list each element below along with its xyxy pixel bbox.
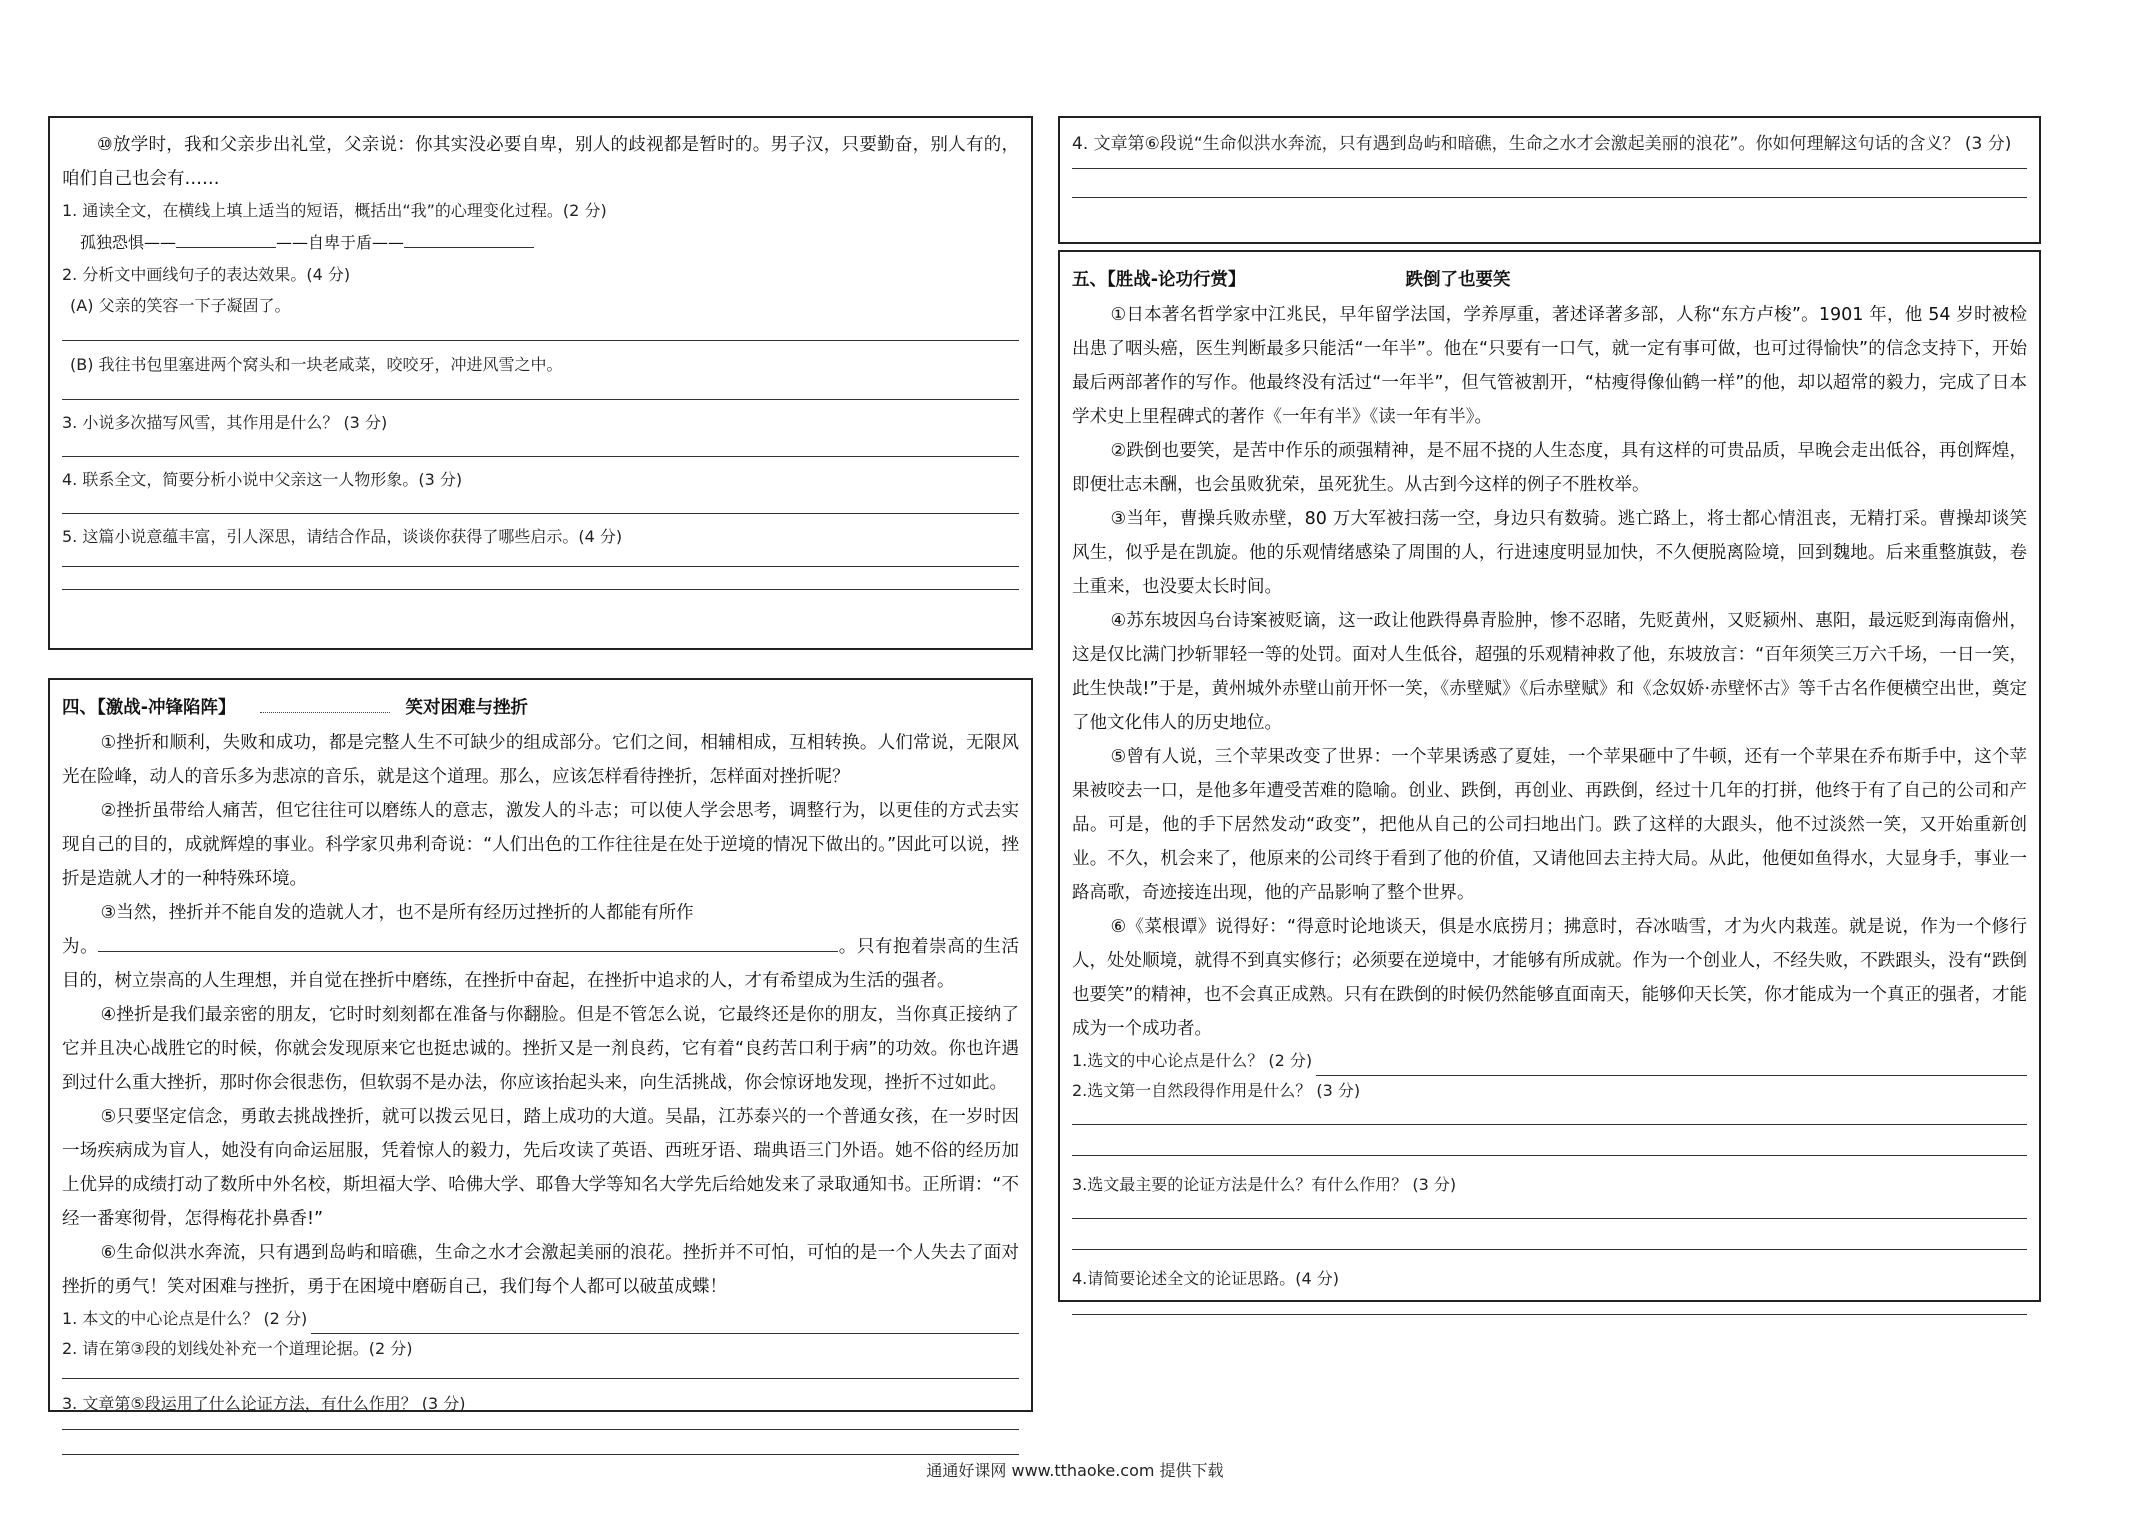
paragraph-5: ⑤曾有人说，三个苹果改变了世界：一个苹果诱惑了夏娃，一个苹果砸中了牛顿，还有一个苹果在乔布斯手中，这个苹果被咬去一口，是他多年遭受苦难的隐喻。创业、跌倒，再创业、再跌倒，经过十几年的打拼，他终于有了自己的公司和产品。可是，他的手下居然发动“政变”，把他从自己的公司扫地出门。跌了这样的大跟头，他不过淡然一笑，又开始重新创业。不久，机会来了，他原来的公司终于看到了他的价值，又请他回去主持大局。从此，他便如鱼得水，大显身手，事业一路高歌，奇迹接连出现，他的产品影响了整个世界。	[1072, 747, 2027, 903]
question-box-argument-1-q4	[1058, 116, 2041, 244]
paragraph-2: ②挫折虽带给人痛苦，但它往往可以磨练人的意志，激发人的斗志；可以使人学会思考，调整行为，以更佳的方式去实现自己的目的，成就辉煌的事业。科学家贝弗利奇说：“人们出色的工作往往是在处于逆境的情况下做出的。”因此可以说，挫折是造就人才的一种特殊环境。	[62, 801, 1019, 889]
answer-line[interactable]	[311, 1315, 1019, 1334]
question-1	[62, 1304, 1019, 1334]
answer-line[interactable]	[1072, 1200, 2027, 1219]
paragraph-3: ③当年，曹操兵败赤壁，80 万大军被扫荡一空，身边只有数骑。逃亡路上，将士都心情沮丧，无精打采。曹操却谈笑风生，似乎是在凯旋。他的乐观情绪感染了周围的人，行进速度明显加快，不久便脱离险境，回到魏地。后来重整旗鼓，卷土重来，也没要太长时间。	[1072, 509, 2027, 597]
question-1-text: 1. 本文的中心论点是什么？ (2 分)	[62, 1309, 308, 1328]
question-4: 4.请简要论述全文的论证思路。(4 分)	[1072, 1269, 1340, 1288]
question-1-text: 1.选文的中心论点是什么？ (2 分)	[1072, 1051, 1313, 1070]
question-1	[1072, 1046, 2027, 1076]
paragraph-5: ⑤只要坚定信念，勇敢去挑战挫折，就可以拨云见日，踏上成功的大道。吴晶，江苏泰兴的一个普通女孩，在一岁时因一场疾病成为盲人，她没有向命运屈服，凭着惊人的毅力，先后攻读了英语、西班牙语、瑞典语三门外语。她不俗的经历加上优异的成绩打动了数所中外名校，斯坦福大学、哈佛大学、耶鲁大学等知名大学先后给她发来了录取通知书。正所谓：“不经一番寒彻骨，怎得梅花扑鼻香!”	[62, 1107, 1019, 1229]
argument-blank[interactable]	[98, 933, 838, 952]
answer-line[interactable]	[62, 438, 1019, 457]
answer-line[interactable]	[1072, 1106, 2027, 1125]
paragraph-6: ⑥生命似洪水奔流，只有遇到岛屿和暗礁，生命之水才会激起美丽的浪花。挫折并不可怕，可怕的是一个人失去了面对挫折的勇气！笑对困难与挫折，勇于在困境中磨砺自己，我们每个人都可以破茧成蝶！	[62, 1243, 1019, 1297]
answer-line[interactable]	[62, 1430, 1019, 1455]
article-title: 跌倒了也要笑	[1405, 270, 1511, 290]
article-title: 笑对困难与挫折	[405, 698, 529, 718]
question-3: 3. 小说多次描写风雪，其作用是什么？ (3 分)	[62, 413, 388, 432]
paragraph-10: ⑩放学时，我和父亲步出礼堂，父亲说：你其实没必要自卑，别人的歧视都是暂时的。男子汉，只要勤奋，别人有的，咱们自己也会有……	[62, 135, 1019, 189]
section-heading	[62, 690, 1019, 726]
answer-line[interactable]	[62, 1364, 1019, 1379]
answer-line[interactable]	[62, 1419, 1019, 1430]
q1-blank-1[interactable]	[176, 229, 276, 248]
paragraph-4: ④挫折是我们最亲密的朋友，它时时刻刻都在准备与你翻脸。但是不管怎么说，它最终还是你的朋友，当你真正接纳了它并且决心战胜它的时候，你就会发现原来它也挺忠诚的。挫折又是一剂良药，它有着“良药苦口利于病”的功效。你也许遇到过什么重大挫折，那时你会很悲伤，但软弱不是办法，你应该抬起头来，向生活挑战，你会惊讶地发现，挫折不过如此。	[62, 1005, 1019, 1093]
paragraph-1: ①挫折和顺利，失败和成功，都是完整人生不可缺少的组成部分。它们之间，相辅相成，互相转换。人们常说，无限风光在险峰，动人的音乐多为悲凉的音乐，就是这个道理。那么，应该怎样看待挫折，怎样面对挫折呢？	[62, 733, 1019, 787]
q1-fill-b: ——自卑于盾——	[276, 233, 405, 252]
reading-box-argument-2	[1058, 250, 2041, 1302]
answer-line[interactable]	[62, 381, 1019, 400]
answer-line[interactable]	[62, 552, 1019, 567]
answer-line[interactable]	[1072, 169, 2027, 198]
question-2: 2.选文第一自然段得作用是什么？ (3 分)	[1072, 1081, 1361, 1100]
paragraph-2: ②跌倒也要笑，是苦中作乐的顽强精神，是不屈不挠的人生态度，具有这样的可贵品质，早晚会走出低谷，再创辉煌，即便壮志未酬，也会虽败犹荣，虽死犹生。从古到今这样的例子不胜枚举。	[1072, 441, 2027, 495]
question-3: 3. 文章第⑤段运用了什么论证方法，有什么作用？ (3 分)	[62, 1394, 466, 1413]
q1-blank-2[interactable]	[404, 229, 534, 248]
answer-line[interactable]	[1316, 1057, 2027, 1076]
paragraph-3b	[62, 930, 1019, 998]
question-1: 1. 通读全文，在横线上填上适当的短语，概括出“我”的心理变化过程。(2 分)	[62, 201, 607, 220]
q1-fill-row	[62, 226, 1019, 260]
question-3: 3.选文最主要的论证方法是什么？有什么作用？ (3 分)	[1072, 1175, 1457, 1194]
paragraph-3-start: 为。	[62, 937, 99, 957]
section-label: 四、【激战-冲锋陷阵】	[62, 698, 236, 718]
paragraph-3a: ③当然，挫折并不能自发的造就人才，也不是所有经历过挫折的人都能有所作	[100, 903, 694, 923]
question-2a: (A) 父亲的笑容一下子凝固了。	[70, 296, 291, 315]
question-4: 4. 联系全文，简要分析小说中父亲这一人物形象。(3 分)	[62, 470, 463, 489]
question-2: 2. 请在第③段的划线处补充一个道理论据。(2 分)	[62, 1339, 413, 1358]
paragraph-4: ④苏东坡因乌台诗案被贬谪，这一政让他跌得鼻青脸肿，惨不忍睹，先贬黄州，又贬颍州、惠阳，最远贬到海南儋州，这是仅比满门抄斩罪轻一等的处罚。面对人生低谷，超强的乐观精神救了他，东坡放言：“百年须笑三万六千场，一日一笑，此生快哉!”于是，黄州城外赤壁山前开怀一笑，《赤壁赋》《后赤壁赋》和《念奴娇·赤壁怀古》等千古名作便横空出世，奠定了他文化伟人的历史地位。	[1072, 611, 2027, 733]
q1-fill-a: 孤独恐惧——	[80, 233, 177, 252]
answer-line[interactable]	[1072, 1125, 2027, 1156]
section-heading	[1072, 262, 2027, 298]
answer-line[interactable]	[1072, 1294, 2027, 1315]
reading-box-argument-1	[48, 678, 1033, 1412]
paragraph-3-rest: 。只有抱着崇高的生活目的，树立崇高的人生理想，并自觉在挫折中磨练，在挫折中奋起，在挫折中追求的人，才有希望成为生活的强者。	[62, 937, 1020, 991]
answer-line[interactable]	[1072, 1219, 2027, 1250]
question-2b: (B) 我往书包里塞进两个窝头和一块老咸菜，咬咬牙，冲进风雪之中。	[70, 355, 563, 374]
question-2: 2. 分析文中画线句子的表达效果。(4 分)	[62, 265, 351, 284]
dotted-line	[260, 694, 390, 713]
page-footer: 通通好课网 www.tthaoke.com 提供下载	[926, 1461, 1224, 1480]
answer-line[interactable]	[62, 322, 1019, 341]
reading-box-story-questions	[48, 116, 1033, 650]
answer-line[interactable]	[62, 495, 1019, 514]
paragraph-1: ①日本著名哲学家中江兆民，早年留学法国，学养厚重，著述译著多部，人称“东方卢梭”。1901 年，他 54 岁时被检出患了咽头癌，医生判断最多只能活“一年半”。他在“只要有一口气，就一定有事可做，也可过得愉快”的信念支持下，开始最后两部著作的写作。他最终没有活过“一年半”，但气管被割开，“枯瘦得像仙鹤一样”的他，却以超常的毅力，完成了日本学术史上里程碑式的著作《一年有半》《读一年有半》。	[1072, 305, 2027, 427]
paragraph-6: ⑥《菜根谭》说得好：“得意时论地谈天，俱是水底捞月；拂意时，吞冰啮雪，才为火内栽莲。就是说，作为一个修行人，处处顺境，就得不到真实修行；必须要在逆境中，才能够有所成就。作为一个创业人，不经失败，不跌跟头，没有“跌倒也要笑”的精神，也不会真正成熟。只有在跌倒的时候仍然能够直面南天，能够仰天长笑，你才能成为一个真正的强者，才能成为一个成功者。	[1072, 917, 2027, 1039]
question-4: 4. 文章第⑥段说“生命似洪水奔流，只有遇到岛屿和暗礁，生命之水才会激起美丽的浪花”。你如何理解这句话的含义？ (3 分)	[1072, 134, 2012, 154]
answer-line[interactable]	[62, 567, 1019, 590]
section-label: 五、【胜战-论功行赏】	[1072, 270, 1246, 290]
answer-line[interactable]	[1072, 160, 2027, 169]
question-5: 5. 这篇小说意蕴丰富，引人深思，请结合作品，谈谈你获得了哪些启示。(4 分)	[62, 527, 623, 546]
